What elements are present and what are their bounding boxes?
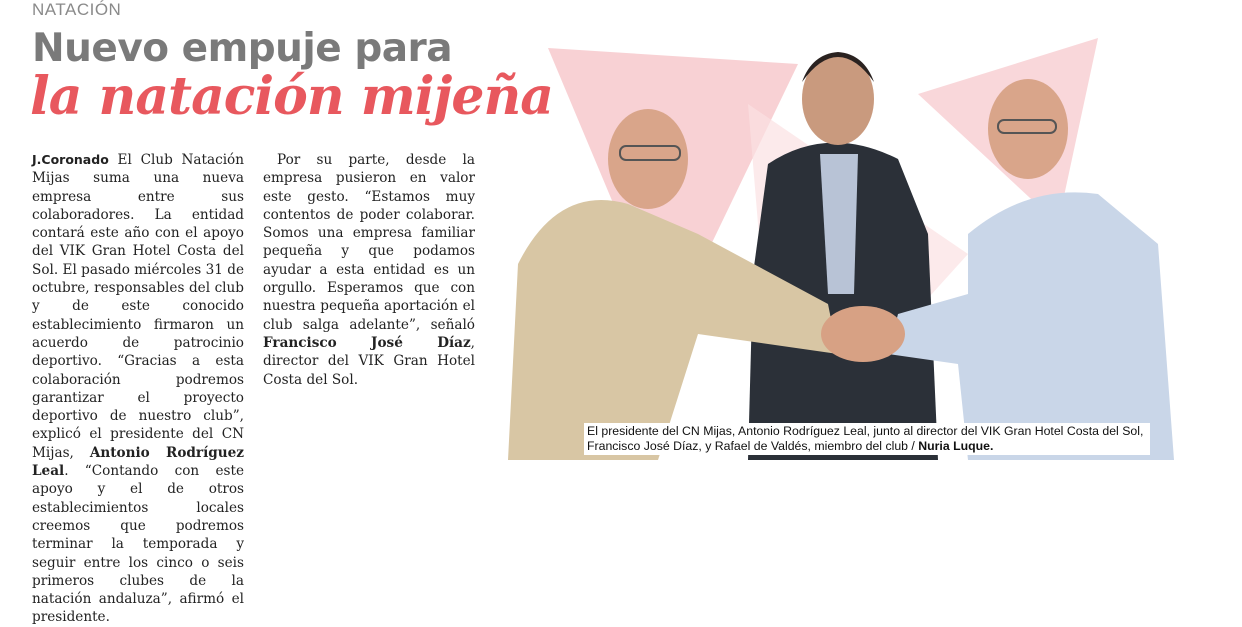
- article-column-2: [263, 151, 475, 389]
- article-text-1: El Club Natación Mijas suma una nueva empresa entre sus colaboradores. La entidad contará este año con el apoyo del VIK Gran Hotel Costa del Sol. El pasado miércoles 31 de octubre, responsables del club y de este conocido establecimiento firmaron un acuerdo de patrocinio deportivo. “Gracias a esta colaboración podremos garantizar el proyecto deportivo de nuestro club”, explicó el presidente del CN Mijas,: [32, 152, 244, 461]
- section-label: NATACIÓN: [32, 0, 122, 19]
- article-paragraph-1: [32, 151, 244, 627]
- byline: J.Coronado: [32, 152, 109, 167]
- photo-credit: Nuria Luque.: [918, 439, 994, 453]
- article-name-1: Antonio Rodríguez Leal: [32, 444, 244, 480]
- photo: [498, 34, 1174, 460]
- caption-text: El presidente del CN Mijas, Antonio Rodríguez Leal, junto al director del VIK Gran Hotel Costa del Sol, Francisco José Díaz, y Rafael de Valdés, miembro del club /: [587, 424, 1144, 453]
- photo-illustration: [498, 34, 1174, 460]
- article-text-2-end: , director del VIK Gran Hotel Costa del Sol.: [263, 334, 475, 388]
- article-text-2: Por su parte, desde la empresa pusieron en valor este gesto. “Estamos muy contentos de poder colaborar. Somos una empresa familiar pequeña y que podamos ayudar a esta entidad es un orgullo. Esperamos que con nuestra pequeña aportación el club salga adelante”, señaló: [263, 152, 475, 333]
- article-name-2: Francisco José Díaz: [263, 334, 471, 351]
- article-text-1-end: . “Contando con este apoyo y el de otros establecimientos locales creemos que podremos terminar la temporada y seguir entre los cinco o seis primeros clubes de la natación andaluza”, afirmó el presidente.: [32, 463, 244, 626]
- article-paragraph-2: [263, 151, 475, 389]
- headline-line-2: la natación mijeña: [30, 66, 553, 127]
- photo-caption: [584, 423, 1150, 455]
- headline-line-1: Nuevo empuje para: [32, 26, 453, 71]
- article-column-1: [32, 151, 244, 627]
- joined-hands: [821, 306, 905, 362]
